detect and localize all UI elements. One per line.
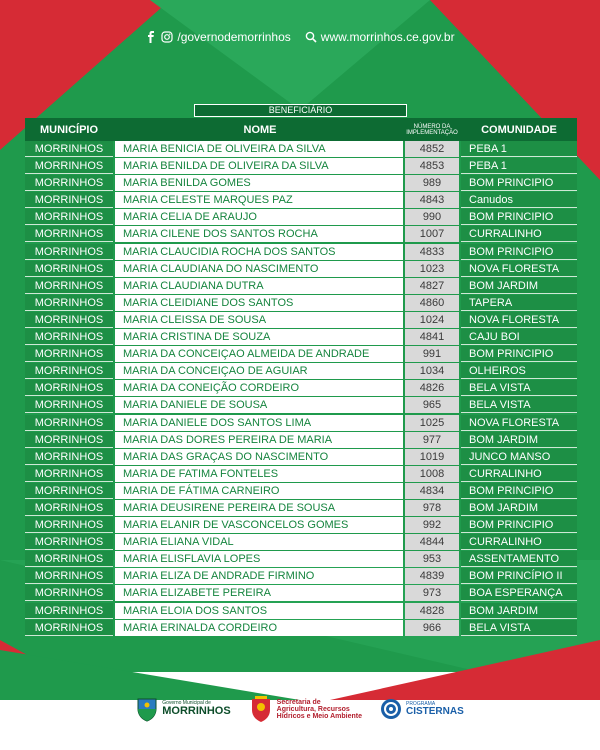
table-row: [25, 534, 577, 551]
cell-numero: 991: [405, 346, 459, 362]
cell-municipio: MORRINHOS: [25, 175, 113, 191]
cell-numero: 990: [405, 209, 459, 225]
cell-municipio: MORRINHOS: [25, 329, 113, 345]
cell-nome: MARIA DA CONCEIÇAO ALMEIDA DE ANDRADE: [115, 346, 403, 362]
cell-municipio: MORRINHOS: [25, 312, 113, 328]
cell-nome: MARIA DAS GRAÇAS DO NASCIMENTO: [115, 449, 403, 465]
cell-nome: MARIA CLEIDIANE DOS SANTOS: [115, 295, 403, 311]
cell-nome: MARIA DA CONCEIÇAO DE AGUIAR: [115, 363, 403, 379]
cell-comunidade: Canudos: [461, 192, 577, 208]
programa-cisternas-logo: [380, 698, 464, 720]
cell-numero: 992: [405, 517, 459, 533]
cell-comunidade: BOM JARDIM: [461, 500, 577, 516]
cell-nome: MARIA ELISFLAVIA LOPES: [115, 551, 403, 567]
morrinhos-small-text: Governo Municipal de: [162, 700, 211, 706]
morrinhos-name: MORRINHOS: [162, 705, 231, 717]
social-handle-group[interactable]: [145, 30, 290, 44]
cell-municipio: MORRINHOS: [25, 346, 113, 362]
cell-numero: 1034: [405, 363, 459, 379]
table-row: [25, 432, 577, 449]
secretaria-line1: Secretaria de: [276, 698, 321, 706]
cell-nome: MARIA DANIELE DOS SANTOS LIMA: [115, 415, 403, 431]
programa-name: CISTERNAS: [405, 705, 464, 717]
cell-numero: 4852: [405, 141, 459, 157]
footer-logos: [0, 686, 600, 732]
cell-comunidade: PEBA 1: [461, 141, 577, 157]
table-row: [25, 192, 577, 209]
cell-numero: 1024: [405, 312, 459, 328]
cell-numero: 4839: [405, 568, 459, 584]
cell-comunidade: BELA VISTA: [461, 620, 577, 636]
cell-nome: MARIA CLAUDIANA DO NASCIMENTO: [115, 261, 403, 277]
table-row: [25, 568, 577, 585]
cell-numero: 977: [405, 432, 459, 448]
table-row: [25, 329, 577, 346]
cell-comunidade: NOVA FLORESTA: [461, 312, 577, 328]
beneficiario-group-label: BENEFICIÁRIO: [194, 104, 407, 117]
morrinhos-logo: [136, 696, 230, 722]
cell-municipio: MORRINHOS: [25, 432, 113, 448]
cell-numero: 4826: [405, 380, 459, 396]
programa-label: PROGRAMA: [405, 700, 436, 707]
cell-municipio: MORRINHOS: [25, 620, 113, 636]
table-row: [25, 517, 577, 534]
cell-municipio: MORRINHOS: [25, 483, 113, 499]
cell-nome: MARIA DE FÁTIMA CARNEIRO: [115, 483, 403, 499]
table-row: [25, 415, 577, 432]
cell-nome: MARIA ELIZABETE PEREIRA: [115, 585, 403, 601]
cell-comunidade: NOVA FLORESTA: [461, 415, 577, 431]
cell-numero: 4827: [405, 278, 459, 294]
column-header-nome: NOME: [243, 123, 277, 136]
search-icon: [305, 31, 317, 43]
facebook-icon: [145, 31, 157, 43]
cell-numero: 4833: [405, 244, 459, 260]
column-header-municipio: MUNICÍPIO: [39, 123, 99, 136]
cell-comunidade: BELA VISTA: [461, 397, 577, 413]
cell-nome: MARIA ELIANA VIDAL: [115, 534, 403, 550]
cell-comunidade: JUNCO MANSO: [461, 449, 577, 465]
cell-comunidade: BOM JARDIM: [461, 603, 577, 619]
table-row: [25, 551, 577, 568]
cell-numero: 4844: [405, 534, 459, 550]
cell-numero: 4843: [405, 192, 459, 208]
cell-numero: 966: [405, 620, 459, 636]
cell-comunidade: CURRALINHO: [461, 226, 577, 242]
table-row: [25, 209, 577, 226]
table-row: [25, 363, 577, 380]
cell-numero: 989: [405, 175, 459, 191]
website-url: www.morrinhos.ce.gov.br: [320, 30, 455, 44]
social-bar: [0, 26, 600, 48]
cell-comunidade: BOM PRINCIPIO: [461, 483, 577, 499]
table-row: [25, 620, 577, 637]
cell-comunidade: BOM PRINCIPIO: [461, 209, 577, 225]
column-header-numero-line2: IMPLEMENTAÇÃO: [406, 129, 458, 136]
cell-numero: 973: [405, 585, 459, 601]
cell-municipio: MORRINHOS: [25, 415, 113, 431]
cell-numero: 4853: [405, 158, 459, 174]
cell-nome: MARIA ERINALDA CORDEIRO: [115, 620, 403, 636]
cell-municipio: MORRINHOS: [25, 141, 113, 157]
table-row: [25, 585, 577, 602]
cell-nome: MARIA ELIZA DE ANDRADE FIRMINO: [115, 568, 403, 584]
table-row: [25, 295, 577, 312]
cell-numero: 4834: [405, 483, 459, 499]
table-row: [25, 483, 577, 500]
cell-numero: 4860: [405, 295, 459, 311]
cell-nome: MARIA CLEISSA DE SOUSA: [115, 312, 403, 328]
cell-municipio: MORRINHOS: [25, 466, 113, 482]
table-row: [25, 346, 577, 363]
cell-municipio: MORRINHOS: [25, 534, 113, 550]
cell-numero: 1008: [405, 466, 459, 482]
cell-municipio: MORRINHOS: [25, 226, 113, 242]
cell-municipio: MORRINHOS: [25, 551, 113, 567]
cell-comunidade: BOM PRINCÍPIO II: [461, 568, 577, 584]
social-handle: /governodemorrinhos: [177, 30, 291, 44]
cell-comunidade: TAPERA: [461, 295, 577, 311]
table-row: [25, 397, 577, 414]
cell-comunidade: BOM PRINCIPIO: [461, 244, 577, 260]
table-row: [25, 278, 577, 295]
cell-nome: MARIA DA CONEIÇÃO CORDEIRO: [115, 380, 403, 396]
cell-municipio: MORRINHOS: [25, 603, 113, 619]
cell-numero: 953: [405, 551, 459, 567]
cell-comunidade: BOM JARDIM: [461, 432, 577, 448]
cell-municipio: MORRINHOS: [25, 517, 113, 533]
cell-comunidade: NOVA FLORESTA: [461, 261, 577, 277]
cell-comunidade: ASSENTAMENTO: [461, 551, 577, 567]
cell-comunidade: CURRALINHO: [461, 466, 577, 482]
secretaria-line2: Agricultura, Recursos: [276, 705, 350, 713]
cell-comunidade: CAJU BOI: [461, 329, 577, 345]
cell-municipio: MORRINHOS: [25, 568, 113, 584]
cell-municipio: MORRINHOS: [25, 363, 113, 379]
website-group[interactable]: [305, 30, 455, 44]
cell-comunidade: CURRALINHO: [461, 534, 577, 550]
secretaria-logo: [249, 695, 362, 723]
cell-comunidade: PEBA 1: [461, 158, 577, 174]
cell-nome: MARIA CELESTE MARQUES PAZ: [115, 192, 403, 208]
cell-comunidade: BOM JARDIM: [461, 278, 577, 294]
table-row: [25, 158, 577, 175]
cell-municipio: MORRINHOS: [25, 295, 113, 311]
cell-numero: 965: [405, 397, 459, 413]
cell-nome: MARIA CLAUDIANA DUTRA: [115, 278, 403, 294]
table-row: [25, 380, 577, 397]
instagram-icon: [161, 31, 173, 43]
cell-nome: MARIA CILENE DOS SANTOS ROCHA: [115, 226, 403, 242]
table-row: [25, 226, 577, 243]
cell-nome: MARIA DAS DORES PEREIRA DE MARIA: [115, 432, 403, 448]
cell-municipio: MORRINHOS: [25, 500, 113, 516]
table-row: [25, 244, 577, 261]
cell-numero: 978: [405, 500, 459, 516]
table-row: [25, 175, 577, 192]
cell-comunidade: BOM PRINCIPIO: [461, 175, 577, 191]
cell-municipio: MORRINHOS: [25, 380, 113, 396]
secretaria-crest-icon: [249, 695, 273, 723]
table-header: [25, 118, 577, 141]
cell-comunidade: BOM PRINCIPIO: [461, 517, 577, 533]
cell-nome: MARIA CLAUCIDIA ROCHA DOS SANTOS: [115, 244, 403, 260]
cell-municipio: MORRINHOS: [25, 585, 113, 601]
cell-nome: MARIA BENILDA GOMES: [115, 175, 403, 191]
cell-municipio: MORRINHOS: [25, 209, 113, 225]
cell-nome: MARIA DE FATIMA FONTELES: [115, 466, 403, 482]
table-row: [25, 603, 577, 620]
cell-nome: MARIA BENICIA DE OLIVEIRA DA SILVA: [115, 141, 403, 157]
table-row: [25, 312, 577, 329]
cell-comunidade: BOM PRINCIPIO: [461, 346, 577, 362]
cell-comunidade: BELA VISTA: [461, 380, 577, 396]
cell-nome: MARIA DEUSIRENE PEREIRA DE SOUSA: [115, 500, 403, 516]
cell-comunidade: OLHEIROS: [461, 363, 577, 379]
table-row: [25, 466, 577, 483]
cell-nome: MARIA CELIA DE ARAUJO: [115, 209, 403, 225]
cell-comunidade: BOA ESPERANÇA: [461, 585, 577, 601]
cell-nome: MARIA DANIELE DE SOUSA: [115, 397, 403, 413]
morrinhos-crest-icon: [136, 696, 158, 722]
cell-municipio: MORRINHOS: [25, 261, 113, 277]
cell-numero: 1025: [405, 415, 459, 431]
cell-nome: MARIA BENILDA DE OLIVEIRA DA SILVA: [115, 158, 403, 174]
beneficiary-table: [25, 141, 577, 637]
cell-municipio: MORRINHOS: [25, 449, 113, 465]
column-header-comunidade: COMUNIDADE: [481, 123, 557, 136]
cell-numero: 4828: [405, 603, 459, 619]
secretaria-line3: Hídricos e Meio Ambiente: [276, 712, 362, 720]
table-row: [25, 261, 577, 278]
cell-numero: 1007: [405, 226, 459, 242]
column-header-numero: [405, 118, 459, 141]
cell-numero: 4841: [405, 329, 459, 345]
cell-numero: 1023: [405, 261, 459, 277]
cell-municipio: MORRINHOS: [25, 278, 113, 294]
cisternas-drop-icon: [380, 698, 402, 720]
cell-municipio: MORRINHOS: [25, 397, 113, 413]
table-row: [25, 449, 577, 466]
table-row: [25, 141, 577, 158]
cell-nome: MARIA ELOIA DOS SANTOS: [115, 603, 403, 619]
cell-municipio: MORRINHOS: [25, 244, 113, 260]
cell-nome: MARIA CRISTINA DE SOUZA: [115, 329, 403, 345]
column-header-numero-line1: NÚMERO DA: [413, 123, 451, 130]
cell-municipio: MORRINHOS: [25, 192, 113, 208]
cell-municipio: MORRINHOS: [25, 158, 113, 174]
cell-numero: 1019: [405, 449, 459, 465]
cell-nome: MARIA ELANIR DE VASCONCELOS GOMES: [115, 517, 403, 533]
table-row: [25, 500, 577, 517]
